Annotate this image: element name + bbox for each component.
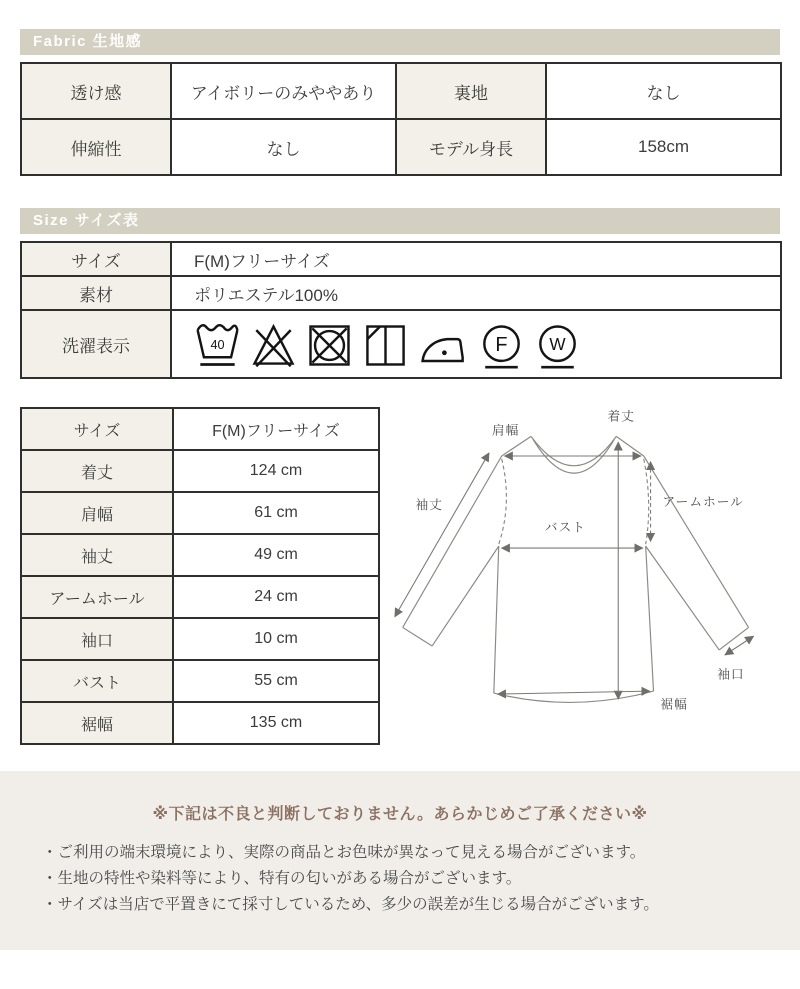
diagram-label-shoulder: 肩幅 [491,422,520,438]
value-cell: なし [546,63,781,119]
value-cell: アイボリーのみややあり [171,63,396,119]
value-cell: 135 cm [173,702,379,744]
fabric-table [20,62,782,176]
value-cell: 55 cm [173,660,379,702]
table-row [21,492,379,534]
notice-item: ・生地の特性や染料等により、特有の匂いがある場合がございます。 [42,870,522,887]
notice-items [20,840,780,918]
table-row [21,618,379,660]
row-header-cell: バスト [21,660,173,702]
svg-text:40: 40 [210,337,225,352]
table-row [21,310,781,378]
svg-text:F: F [495,333,508,356]
do-not-tumble-dry-icon [306,320,353,371]
table-row [21,576,379,618]
row-header-cell: 袖口 [21,618,173,660]
line-dry-in-shade-icon [362,320,409,371]
value-cell: 49 cm [173,534,379,576]
notice-heading: ※下記は不良と判断しておりません。あらかじめご了承ください※ [152,806,648,823]
value-cell: F(M)フリーサイズ [173,408,379,450]
table-row [21,119,781,175]
row-header-cell: 肩幅 [21,492,173,534]
wash-care-icons [194,314,780,375]
row-header-cell: 袖丈 [21,534,173,576]
diagram-label-hem: 裾幅 [660,696,688,712]
wash-40-gentle-icon [194,320,241,371]
fabric-section-title: Fabric 生地感 [20,29,780,55]
row-header-cell: 裏地 [396,63,546,119]
wash-care-cell [171,310,781,378]
row-header-cell: 素材 [21,276,171,310]
value-cell: 158cm [546,119,781,175]
measurement-table [20,407,380,745]
dry-clean-petroleum-gentle-icon [478,320,525,371]
svg-text:W: W [549,333,566,354]
wet-clean-gentle-icon [534,320,581,371]
value-cell: 124 cm [173,450,379,492]
table-row [21,242,781,276]
diagram-label-length: 着丈 [607,408,635,424]
table-row [21,408,379,450]
row-header-cell: 裾幅 [21,702,173,744]
notice-item: ・サイズは当店で平置きにて採寸しているため、多少の誤差が生じる場合がございます。 [42,896,659,913]
value-cell: なし [171,119,396,175]
measurement-section [20,407,780,745]
table-row [21,534,379,576]
diagram-label-sleeve: 袖丈 [415,496,443,512]
diagram-label-bust: バスト [544,519,586,535]
value-cell: 10 cm [173,618,379,660]
iron-low-heat-icon [418,320,469,371]
row-header-cell: 透け感 [21,63,171,119]
table-row [21,450,379,492]
row-header-cell: モデル身長 [396,119,546,175]
diagram-label-armhole: アームホール [662,493,744,509]
do-not-bleach-icon [250,320,297,371]
garment-outline [403,436,749,702]
row-header-cell: 着丈 [21,450,173,492]
value-cell: 61 cm [173,492,379,534]
row-header-cell: アームホール [21,576,173,618]
row-header-cell: サイズ [21,408,173,450]
table-row [21,702,379,744]
table-row [21,63,781,119]
size-table [20,241,782,379]
table-row [21,660,379,702]
measurement-arrows [395,442,754,699]
value-cell: F(M)フリーサイズ [171,242,781,276]
value-cell: 24 cm [173,576,379,618]
row-header-cell: サイズ [21,242,171,276]
garment-measurement-diagram [382,407,782,745]
row-header-cell: 洗濯表示 [21,310,171,378]
notice-section [0,771,800,950]
value-cell: ポリエステル100% [171,276,781,310]
diagram-label-cuff: 袖口 [717,666,745,682]
size-section-title: Size サイズ表 [20,208,780,234]
notice-item: ・ご利用の端末環境により、実際の商品とお色味が異なって見える場合がございます。 [42,844,646,861]
row-header-cell: 伸縮性 [21,119,171,175]
table-row [21,276,781,310]
